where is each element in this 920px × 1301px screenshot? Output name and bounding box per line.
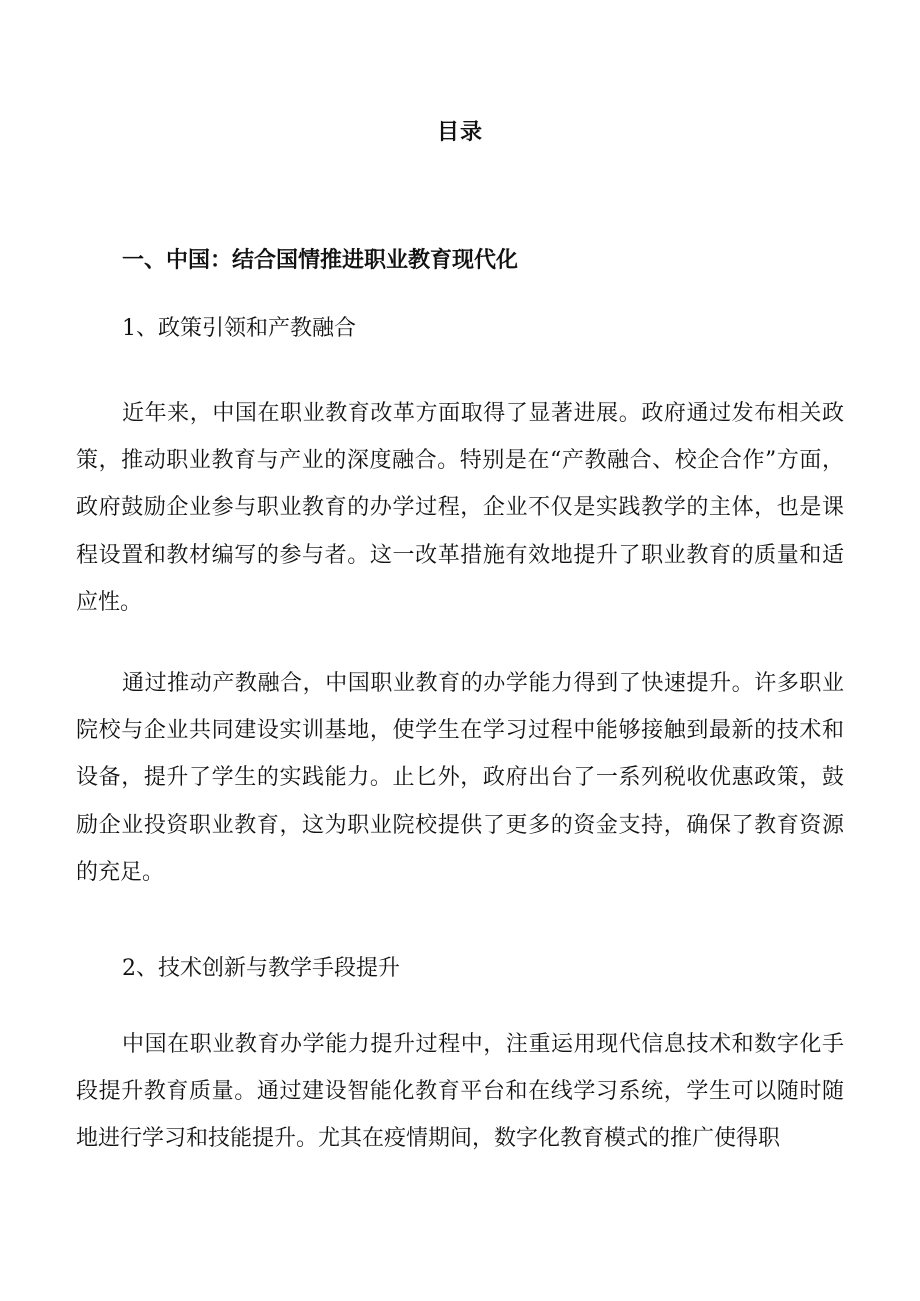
toc-title: 目录 xyxy=(436,119,483,145)
subsection-heading-technology: 2、技术创新与教学手段提升 xyxy=(122,956,400,981)
paragraph-integration: 通过推动产教融合，中国职业教育的办学能力得到了快速提升。许多职业院校与企业共同建设实训基地，使学生在学习过程中能够接触到最新的技术和设备，提升了学生的实践能力。止匕外，政府出台了一系列税收优惠政策，鼓励企业投资职业教育，这为职业院校提供了更多的资金支持，确保了教育资源的充足。 xyxy=(76,671,844,885)
subsection-heading-policy: 1、政策引领和产教融合 xyxy=(122,316,356,341)
section-heading: 一、中国：结合国情推进职业教育现代化 xyxy=(122,247,519,273)
paragraph-reform: 近年来，中国在职业教育改革方面取得了显著进展。政府通过发布相关政策，推动职业教育与产业的深度融合。特别是在“产教融合、校企合作”方面，政府鼓励企业参与职业教育的办学过程，企业不仅是实践教学的主体，也是课程设置和教材编写的参与者。这一改革措施有效地提升了职业教育的质量和适应性。 xyxy=(76,401,844,615)
paragraph-technology: 中国在职业教育办学能力提升过程中，注重运用现代信息技术和数字化手段提升教育质量。通过建设智能化教育平台和在线学习系统，学生可以随时随地进行学习和技能提升。尤其在疫情期间，数字化教育模式的推广使得职 xyxy=(76,1032,844,1152)
